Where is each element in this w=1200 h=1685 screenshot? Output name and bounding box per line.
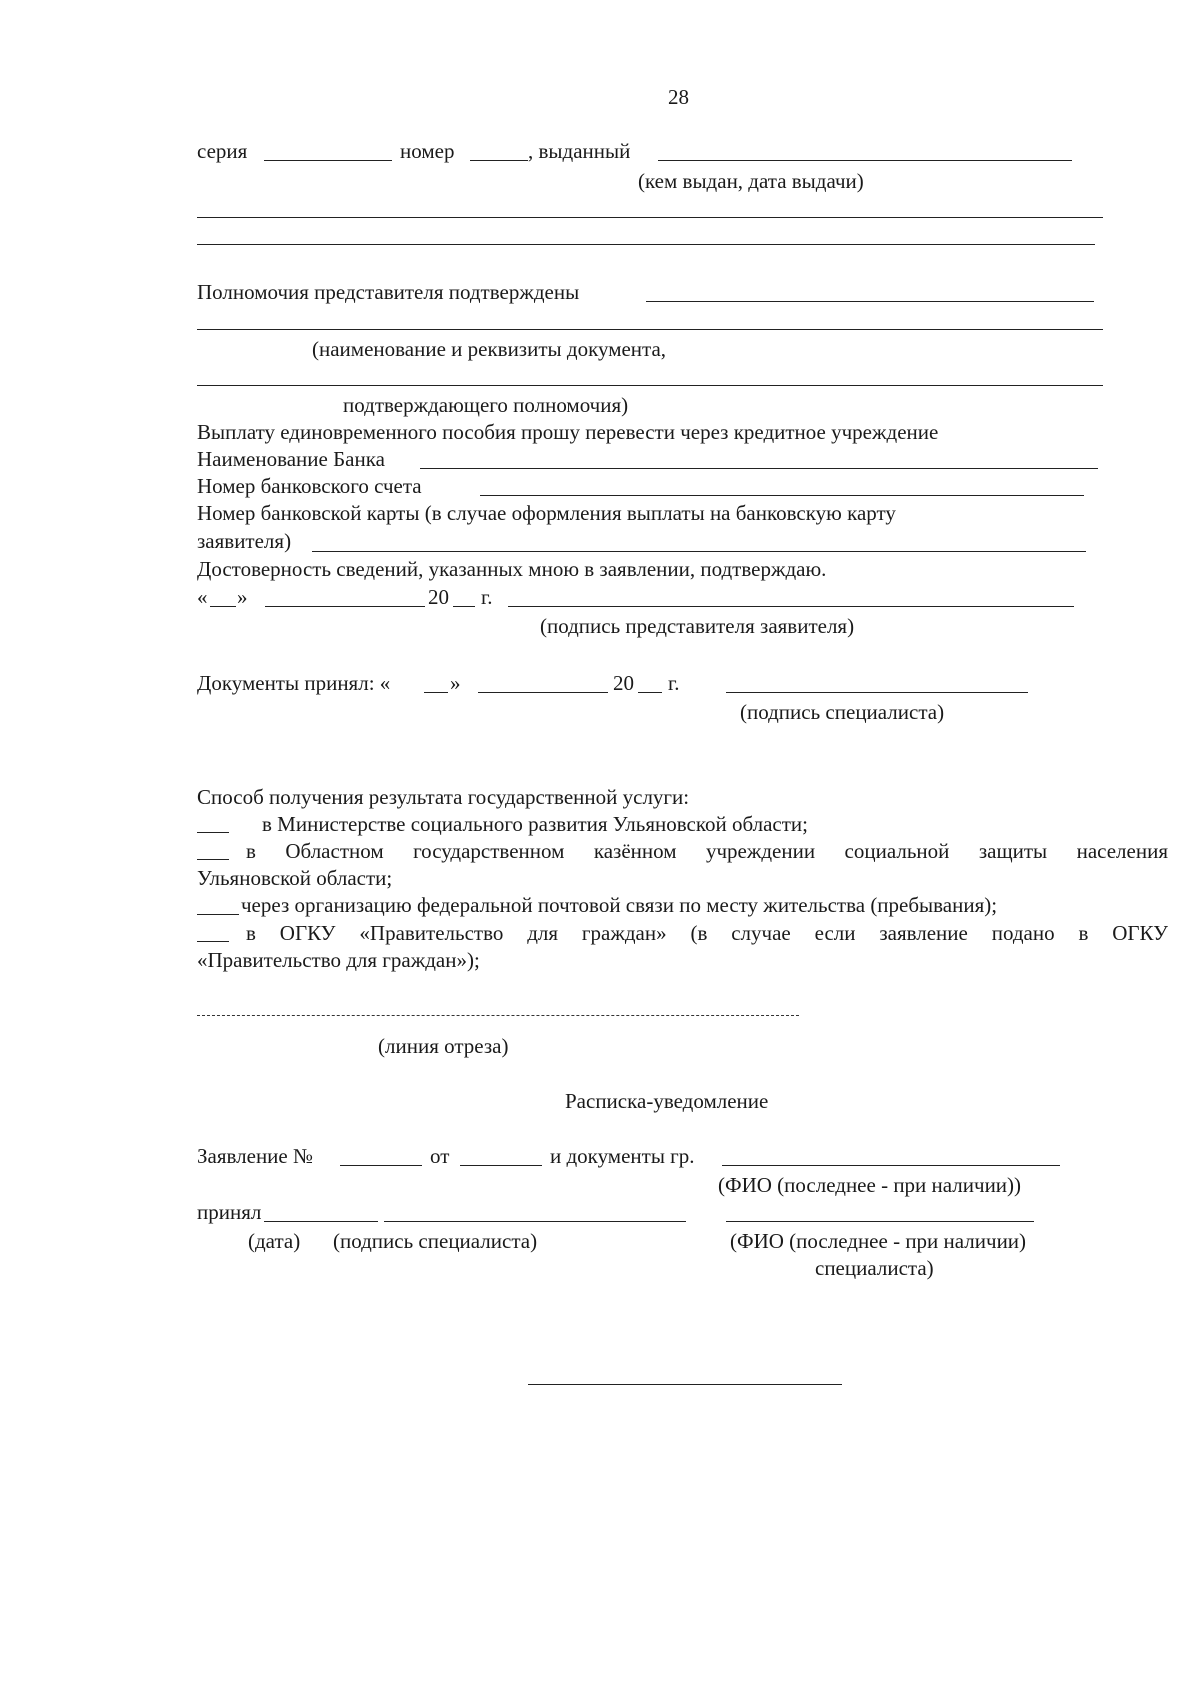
result-heading: Способ получения результата государственной услуги: (197, 785, 690, 809)
confirm-year-prefix: 20 (428, 585, 449, 609)
receipt-date-field[interactable] (264, 1221, 378, 1222)
receipt-date-hint: (дата) (248, 1229, 301, 1253)
citizen-fio-field[interactable] (722, 1165, 1060, 1166)
authority-hint-2: подтверждающего полномочия) (343, 393, 629, 417)
authority-label: Полномочия представителя подтверждены (197, 280, 580, 304)
payment-intro: Выплату единовременного пособия прошу перевести через кредитное учреждение (197, 420, 939, 444)
accepted-by-label: принял (197, 1200, 262, 1224)
option-ministry-checkbox[interactable] (197, 832, 229, 833)
specialist-fio-hint-2: специалиста) (815, 1256, 934, 1280)
option-government-cont: «Правительство для граждан»); (197, 948, 480, 972)
card-field[interactable] (312, 551, 1086, 552)
receipt-specialist-fio-field[interactable] (726, 1221, 1034, 1222)
end-separator (528, 1384, 842, 1385)
series-label: серия (197, 139, 248, 163)
issued-label: , выданный (528, 139, 631, 163)
statement-date-field[interactable] (460, 1165, 542, 1166)
confirm-quote-close: » (237, 585, 248, 609)
accepted-quote-close: » (450, 671, 461, 695)
specialist-fio-hint-1: (ФИО (последнее - при наличии) (730, 1229, 1027, 1253)
issued-by-field[interactable] (658, 160, 1072, 161)
accepted-year-prefix: 20 (613, 671, 634, 695)
card-label-2: заявителя) (197, 529, 292, 553)
option-government-checkbox[interactable] (197, 941, 229, 942)
authority-field[interactable] (646, 301, 1094, 302)
representative-signature-field[interactable] (508, 606, 1074, 607)
confirm-year-suffix: г. (481, 585, 493, 609)
option-post: через организацию федеральной почтовой связи по месту жительства (пребывания); (241, 893, 998, 917)
statement-label: Заявление № (197, 1144, 314, 1168)
option-ogku-social: в Областном государственном казённом учреждении социальной защиты населения (246, 839, 1168, 863)
specialist-signature-field[interactable] (726, 692, 1028, 693)
page-number: 28 (668, 85, 689, 109)
option-post-checkbox[interactable] (197, 914, 239, 915)
issued-by-field-line2[interactable] (197, 217, 1103, 218)
option-ogku-social-cont: Ульяновской области; (197, 866, 393, 890)
receipt-signature-hint: (подпись специалиста) (333, 1229, 538, 1253)
confirm-day-field[interactable] (210, 606, 236, 607)
card-label-1: Номер банковской карты (в случае оформления выплаты на банковскую карту (197, 501, 896, 525)
confirm-year-field[interactable] (453, 606, 475, 607)
issued-hint: (кем выдан, дата выдачи) (638, 169, 864, 193)
cut-line-label: (линия отреза) (378, 1034, 509, 1058)
accepted-label: Документы принял: « (197, 671, 391, 695)
accepted-year-suffix: г. (668, 671, 680, 695)
authority-hint-1: (наименование и реквизиты документа, (312, 337, 667, 361)
issued-by-field-line3[interactable] (197, 244, 1095, 245)
option-ministry: в Министерстве социального развития Ульяновской области; (262, 812, 808, 836)
option-ogku-social-checkbox[interactable] (197, 859, 229, 860)
documents-label: и документы гр. (550, 1144, 695, 1168)
series-field[interactable] (264, 160, 392, 161)
accepted-year-field[interactable] (638, 692, 662, 693)
accepted-day-field[interactable] (424, 692, 448, 693)
bank-name-label: Наименование Банка (197, 447, 385, 471)
account-field[interactable] (480, 495, 1084, 496)
confirmation-text: Достоверность сведений, указанных мною в заявлении, подтверждаю. (197, 557, 827, 581)
receipt-signature-field[interactable] (384, 1221, 686, 1222)
representative-signature-hint: (подпись представителя заявителя) (540, 614, 855, 638)
confirm-month-field[interactable] (265, 606, 425, 607)
number-label: номер (400, 139, 455, 163)
citizen-fio-hint: (ФИО (последнее - при наличии)) (718, 1173, 1022, 1197)
specialist-signature-hint: (подпись специалиста) (740, 700, 945, 724)
option-government: в ОГКУ «Правительство для граждан» (в случае если заявление подано в ОГКУ (246, 921, 1168, 945)
bank-name-field[interactable] (420, 468, 1098, 469)
from-label: от (430, 1144, 450, 1168)
number-field[interactable] (470, 160, 528, 161)
confirm-quote-open: « (197, 585, 208, 609)
accepted-month-field[interactable] (478, 692, 608, 693)
statement-number-field[interactable] (340, 1165, 422, 1166)
authority-field-line2[interactable] (197, 329, 1103, 330)
authority-field-line3[interactable] (197, 385, 1103, 386)
account-label: Номер банковского счета (197, 474, 422, 498)
receipt-title: Расписка-уведомление (565, 1089, 769, 1113)
cut-line (197, 1015, 799, 1016)
